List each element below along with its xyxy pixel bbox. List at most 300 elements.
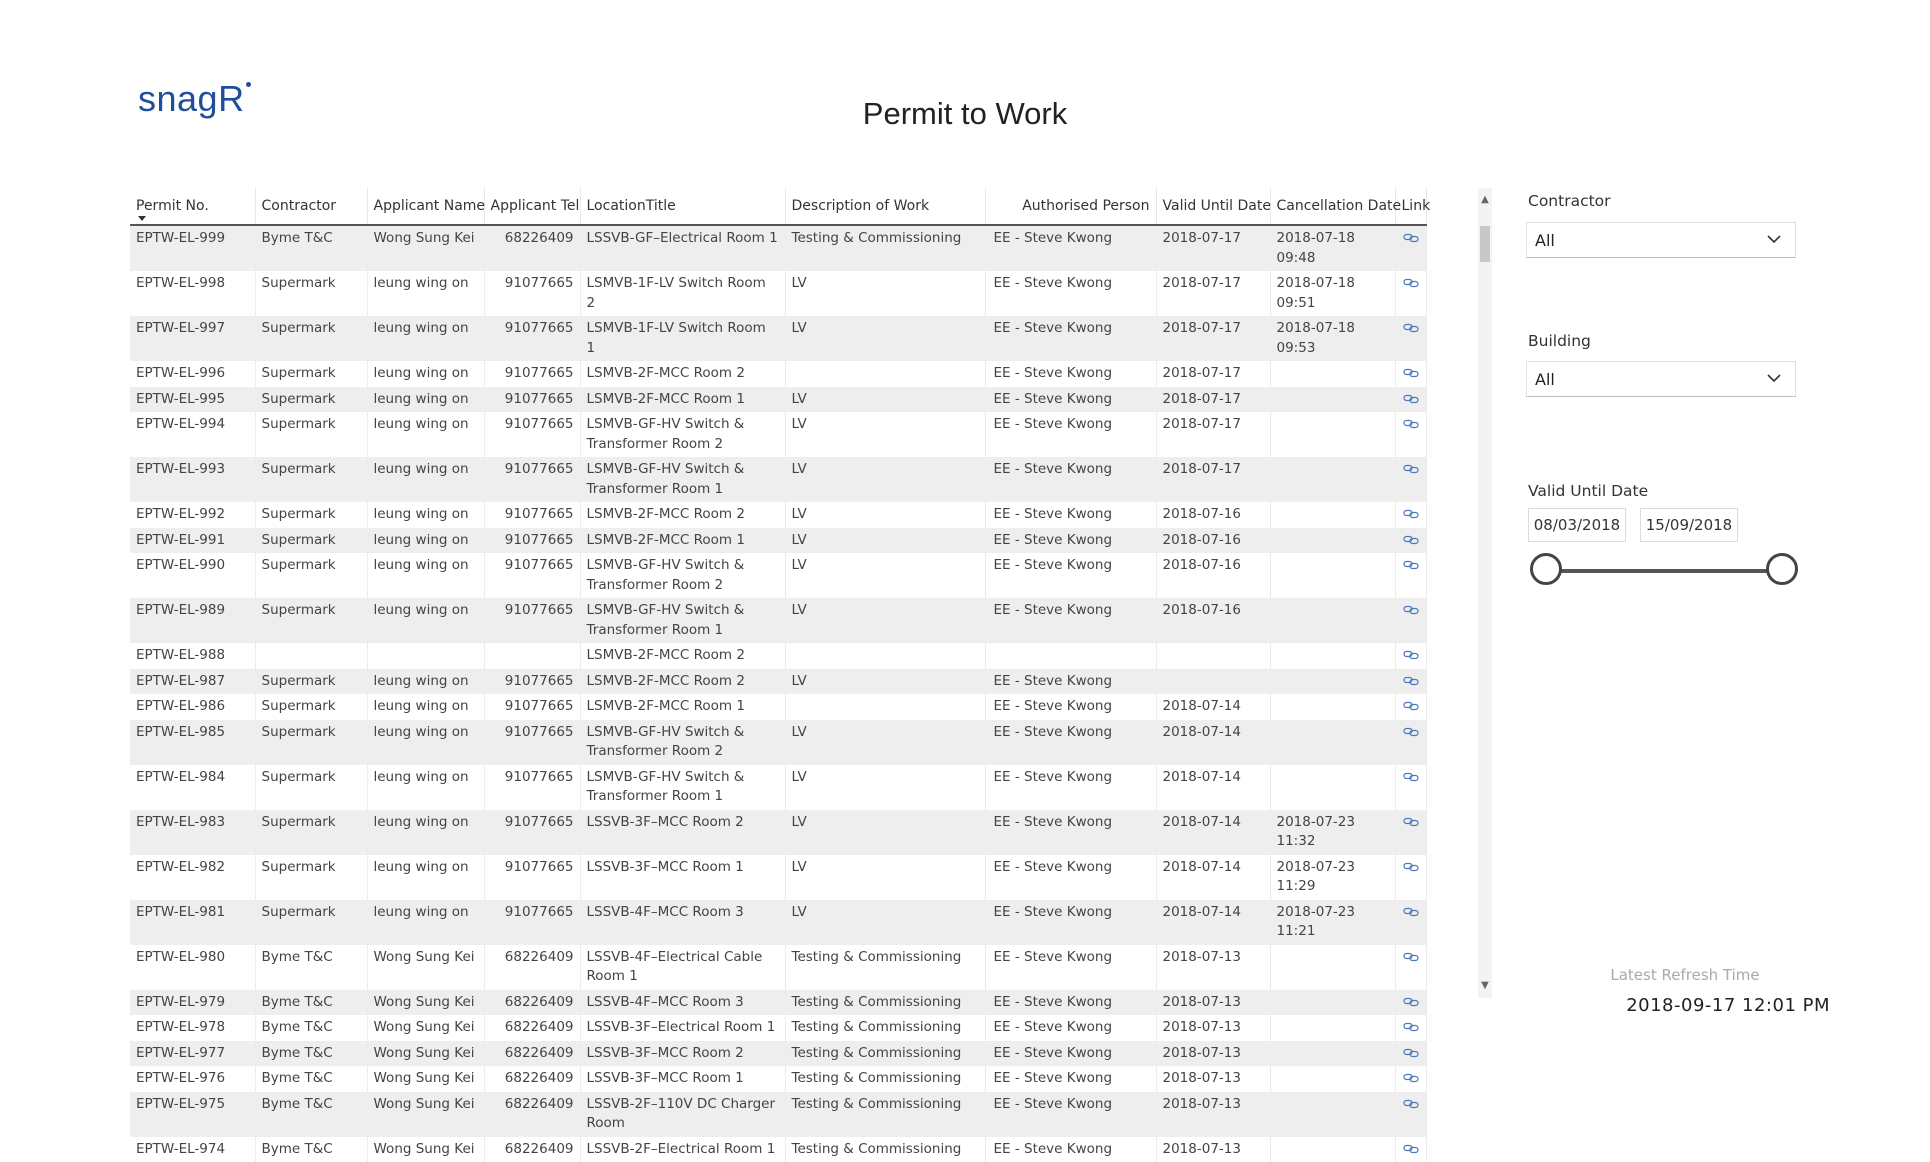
cell-valid-until: 2018-07-13 [1156, 945, 1270, 990]
cell-description: Testing & Commissioning [785, 1092, 985, 1137]
cell-applicant: Wong Sung Kei [367, 1041, 484, 1067]
logo-r: R [218, 78, 245, 119]
cell-contractor: Supermark [255, 361, 367, 387]
building-dropdown[interactable] [1526, 361, 1796, 397]
cell-location: LSMVB-1F-LV Switch Room 1 [580, 316, 785, 361]
cell-valid-until: 2018-07-13 [1156, 1092, 1270, 1137]
cell-cancellation [1270, 528, 1395, 554]
cell-cancellation [1270, 502, 1395, 528]
table-row[interactable] [130, 502, 1426, 528]
table-row[interactable] [130, 694, 1426, 720]
cell-permit: EPTW-EL-983 [130, 810, 255, 855]
chain-link-icon[interactable] [1403, 1048, 1419, 1058]
cell-permit: EPTW-EL-977 [130, 1041, 255, 1067]
chain-link-icon[interactable] [1403, 1144, 1419, 1154]
cell-description: LV [785, 855, 985, 900]
cell-cancellation: 2018-07-23 11:29 [1270, 855, 1395, 900]
cell-permit: EPTW-EL-999 [130, 225, 255, 271]
cell-applicant: leung wing on [367, 553, 484, 598]
cell-link[interactable] [1395, 225, 1426, 271]
contractor-dropdown[interactable] [1526, 222, 1796, 258]
cell-authorised: EE - Steve Kwong [985, 720, 1156, 765]
table-row[interactable] [130, 1066, 1426, 1092]
cell-valid-until: 2018-07-16 [1156, 502, 1270, 528]
cell-authorised: EE - Steve Kwong [985, 553, 1156, 598]
cell-permit: EPTW-EL-979 [130, 990, 255, 1016]
table-scrollbar[interactable] [1478, 188, 1492, 998]
chain-link-icon[interactable] [1403, 1073, 1419, 1083]
cell-permit: EPTW-EL-982 [130, 855, 255, 900]
table-row[interactable] [130, 855, 1426, 900]
cell-authorised [985, 643, 1156, 669]
cell-valid-until: 2018-07-13 [1156, 1041, 1270, 1067]
scroll-up-arrow-icon[interactable]: ▲ [1478, 192, 1492, 208]
cell-permit: EPTW-EL-984 [130, 765, 255, 810]
cell-cancellation [1270, 553, 1395, 598]
cell-valid-until: 2018-07-17 [1156, 387, 1270, 413]
table-row[interactable] [130, 457, 1426, 502]
cell-tel: 91077665 [484, 361, 580, 387]
column-header-contractor[interactable]: Contractor [255, 188, 367, 225]
cell-description: LV [785, 502, 985, 528]
cell-applicant: leung wing on [367, 412, 484, 457]
cell-cancellation [1270, 669, 1395, 695]
cell-cancellation [1270, 990, 1395, 1016]
table-row[interactable] [130, 225, 1426, 271]
cell-valid-until: 2018-07-17 [1156, 316, 1270, 361]
cell-authorised: EE - Steve Kwong [985, 1041, 1156, 1067]
cell-cancellation [1270, 1066, 1395, 1092]
cell-tel: 91077665 [484, 457, 580, 502]
chain-link-icon[interactable] [1403, 1099, 1419, 1109]
cell-contractor: Supermark [255, 694, 367, 720]
column-header-description-of-work[interactable]: Description of Work [785, 188, 985, 225]
cell-location: LSMVB-2F-MCC Room 2 [580, 643, 785, 669]
cell-link[interactable] [1395, 598, 1426, 643]
cell-permit: EPTW-EL-978 [130, 1015, 255, 1041]
cell-tel: 91077665 [484, 553, 580, 598]
cell-permit: EPTW-EL-976 [130, 1066, 255, 1092]
table-row[interactable] [130, 720, 1426, 765]
cell-authorised: EE - Steve Kwong [985, 457, 1156, 502]
cell-link[interactable] [1395, 945, 1426, 990]
column-header-cancellation-date[interactable]: Cancellation Date [1270, 188, 1395, 225]
table-row[interactable] [130, 945, 1426, 990]
cell-authorised: EE - Steve Kwong [985, 1015, 1156, 1041]
cell-applicant: Wong Sung Kei [367, 1015, 484, 1041]
cell-contractor: Supermark [255, 387, 367, 413]
cell-cancellation [1270, 1041, 1395, 1067]
cell-authorised: EE - Steve Kwong [985, 900, 1156, 945]
table-row[interactable] [130, 361, 1426, 387]
cell-location: LSSVB-3F–MCC Room 1 [580, 1066, 785, 1092]
cell-authorised: EE - Steve Kwong [985, 1137, 1156, 1162]
table-row[interactable] [130, 669, 1426, 695]
cell-location: LSSVB-4F–MCC Room 3 [580, 990, 785, 1016]
cell-tel: 91077665 [484, 598, 580, 643]
cell-authorised: EE - Steve Kwong [985, 361, 1156, 387]
cell-applicant: leung wing on [367, 765, 484, 810]
cell-valid-until: 2018-07-13 [1156, 990, 1270, 1016]
cell-tel [484, 643, 580, 669]
cell-location: LSMVB-2F-MCC Room 1 [580, 694, 785, 720]
cell-link[interactable] [1395, 1041, 1426, 1067]
cell-description: LV [785, 669, 985, 695]
cell-authorised: EE - Steve Kwong [985, 598, 1156, 643]
cell-link[interactable] [1395, 765, 1426, 810]
chain-link-icon[interactable] [1403, 727, 1419, 737]
cell-applicant: Wong Sung Kei [367, 945, 484, 990]
column-header-applicant-name[interactable]: Applicant Name [367, 188, 484, 225]
cell-valid-until: 2018-07-13 [1156, 1066, 1270, 1092]
cell-location: LSMVB-2F-MCC Room 2 [580, 502, 785, 528]
cell-description: LV [785, 720, 985, 765]
cell-valid-until: 2018-07-14 [1156, 810, 1270, 855]
table-row[interactable] [130, 271, 1426, 316]
cell-permit: EPTW-EL-990 [130, 553, 255, 598]
cell-link[interactable] [1395, 900, 1426, 945]
cell-authorised: EE - Steve Kwong [985, 1066, 1156, 1092]
cell-applicant: leung wing on [367, 720, 484, 765]
cell-location: LSMVB-GF-HV Switch & Transformer Room 1 [580, 457, 785, 502]
cell-cancellation [1270, 945, 1395, 990]
cell-tel: 91077665 [484, 810, 580, 855]
cell-contractor: Supermark [255, 457, 367, 502]
cell-location: LSSVB-3F–MCC Room 1 [580, 855, 785, 900]
cell-link[interactable] [1395, 720, 1426, 765]
cell-link[interactable] [1395, 1092, 1426, 1137]
cell-authorised: EE - Steve Kwong [985, 1092, 1156, 1137]
table-row[interactable] [130, 1041, 1426, 1067]
cell-authorised: EE - Steve Kwong [985, 387, 1156, 413]
cell-link[interactable] [1395, 387, 1426, 413]
cell-contractor: Supermark [255, 598, 367, 643]
date-range-end-handle[interactable] [1766, 553, 1798, 585]
cell-location: LSMVB-GF-HV Switch & Transformer Room 2 [580, 553, 785, 598]
cell-permit: EPTW-EL-994 [130, 412, 255, 457]
cell-link[interactable] [1395, 412, 1426, 457]
table-row[interactable] [130, 1092, 1426, 1137]
table-row[interactable] [130, 990, 1426, 1016]
date-range-start-handle[interactable] [1530, 553, 1562, 585]
cell-applicant: leung wing on [367, 528, 484, 554]
cell-contractor: Byme T&C [255, 990, 367, 1016]
cell-tel: 91077665 [484, 316, 580, 361]
cell-valid-until [1156, 643, 1270, 669]
cell-valid-until: 2018-07-16 [1156, 553, 1270, 598]
chain-link-icon[interactable] [1403, 394, 1419, 404]
cell-contractor: Supermark [255, 502, 367, 528]
cell-tel: 68226409 [484, 1015, 580, 1041]
cell-description: Testing & Commissioning [785, 1041, 985, 1067]
cell-tel: 91077665 [484, 528, 580, 554]
chain-link-icon[interactable] [1403, 368, 1419, 378]
cell-link[interactable] [1395, 316, 1426, 361]
cell-applicant: Wong Sung Kei [367, 1137, 484, 1162]
cell-applicant: leung wing on [367, 271, 484, 316]
cell-tel: 68226409 [484, 1137, 580, 1162]
cell-link[interactable] [1395, 1066, 1426, 1092]
cell-cancellation [1270, 1015, 1395, 1041]
cell-link[interactable] [1395, 643, 1426, 669]
cell-permit: EPTW-EL-992 [130, 502, 255, 528]
cell-tel: 91077665 [484, 271, 580, 316]
chain-link-icon[interactable] [1403, 419, 1419, 429]
cell-authorised: EE - Steve Kwong [985, 945, 1156, 990]
cell-link[interactable] [1395, 855, 1426, 900]
cell-cancellation [1270, 457, 1395, 502]
table-row[interactable] [130, 387, 1426, 413]
cell-valid-until: 2018-07-17 [1156, 271, 1270, 316]
chain-link-icon[interactable] [1403, 535, 1419, 545]
chain-link-icon[interactable] [1403, 817, 1419, 827]
cell-description [785, 643, 985, 669]
chain-link-icon[interactable] [1403, 676, 1419, 686]
cell-description: LV [785, 316, 985, 361]
table-row[interactable] [130, 1137, 1426, 1162]
cell-link[interactable] [1395, 1015, 1426, 1041]
cell-link[interactable] [1395, 361, 1426, 387]
table-row[interactable] [130, 528, 1426, 554]
scroll-down-arrow-icon[interactable]: ▼ [1478, 978, 1492, 994]
cell-location: LSMVB-GF-HV Switch & Transformer Room 2 [580, 412, 785, 457]
cell-permit: EPTW-EL-986 [130, 694, 255, 720]
cell-tel: 68226409 [484, 990, 580, 1016]
cell-description [785, 361, 985, 387]
cell-contractor: Supermark [255, 765, 367, 810]
cell-location: LSMVB-GF-HV Switch & Transformer Room 1 [580, 765, 785, 810]
cell-contractor: Supermark [255, 669, 367, 695]
cell-tel: 91077665 [484, 694, 580, 720]
cell-applicant: Wong Sung Kei [367, 1092, 484, 1137]
cell-applicant: leung wing on [367, 457, 484, 502]
cell-location: LSMVB-GF-HV Switch & Transformer Room 1 [580, 598, 785, 643]
column-header-locationtitle[interactable]: LocationTitle [580, 188, 785, 225]
cell-description: Testing & Commissioning [785, 990, 985, 1016]
cell-tel: 91077665 [484, 855, 580, 900]
chain-link-icon[interactable] [1403, 1022, 1419, 1032]
column-header-applicant-tel[interactable]: Applicant Tel [484, 188, 580, 225]
cell-valid-until: 2018-07-13 [1156, 1137, 1270, 1162]
cell-cancellation: 2018-07-23 11:32 [1270, 810, 1395, 855]
cell-applicant: leung wing on [367, 387, 484, 413]
cell-authorised: EE - Steve Kwong [985, 412, 1156, 457]
cell-location: LSSVB-2F–110V DC Charger Room [580, 1092, 785, 1137]
cell-tel: 91077665 [484, 387, 580, 413]
cell-valid-until: 2018-07-14 [1156, 855, 1270, 900]
cell-location: LSSVB-4F–Electrical Cable Room 1 [580, 945, 785, 990]
cell-applicant: leung wing on [367, 361, 484, 387]
cell-tel: 68226409 [484, 225, 580, 271]
chevron-down-icon [1767, 371, 1781, 385]
cell-permit: EPTW-EL-993 [130, 457, 255, 502]
chain-link-icon[interactable] [1403, 862, 1419, 872]
table-row[interactable] [130, 810, 1426, 855]
cell-link[interactable] [1395, 990, 1426, 1016]
cell-contractor: Supermark [255, 553, 367, 598]
cell-authorised: EE - Steve Kwong [985, 810, 1156, 855]
chain-link-icon[interactable] [1403, 323, 1419, 333]
cell-applicant: leung wing on [367, 810, 484, 855]
table-row[interactable] [130, 765, 1426, 810]
cell-authorised: EE - Steve Kwong [985, 316, 1156, 361]
cell-location: LSSVB-GF–Electrical Room 1 [580, 225, 785, 271]
chain-link-icon[interactable] [1403, 605, 1419, 615]
cell-permit: EPTW-EL-985 [130, 720, 255, 765]
building-dropdown-value: All [1535, 370, 1555, 389]
cell-location: LSSVB-3F–Electrical Room 1 [580, 1015, 785, 1041]
table-row[interactable] [130, 598, 1426, 643]
chain-link-icon[interactable] [1403, 464, 1419, 474]
cell-contractor: Byme T&C [255, 1015, 367, 1041]
cell-permit: EPTW-EL-997 [130, 316, 255, 361]
cell-contractor [255, 643, 367, 669]
chain-link-icon[interactable] [1403, 560, 1419, 570]
contractor-filter-label: Contractor [1528, 192, 1611, 210]
valid-until-date-filter-label: Valid Until Date [1528, 482, 1648, 500]
cell-link[interactable] [1395, 502, 1426, 528]
cell-contractor: Supermark [255, 720, 367, 765]
cell-contractor: Supermark [255, 412, 367, 457]
cell-authorised: EE - Steve Kwong [985, 271, 1156, 316]
cell-description: LV [785, 765, 985, 810]
chain-link-icon[interactable] [1403, 233, 1419, 243]
cell-valid-until: 2018-07-16 [1156, 598, 1270, 643]
cell-valid-until: 2018-07-16 [1156, 528, 1270, 554]
building-filter-label: Building [1528, 332, 1591, 350]
cell-cancellation: 2018-07-23 11:21 [1270, 900, 1395, 945]
cell-description: LV [785, 598, 985, 643]
column-header-authorised-person[interactable]: Authorised Person [985, 188, 1156, 225]
cell-location: LSMVB-2F-MCC Room 1 [580, 528, 785, 554]
cell-tel: 68226409 [484, 945, 580, 990]
cell-cancellation [1270, 387, 1395, 413]
cell-link[interactable] [1395, 694, 1426, 720]
cell-link[interactable] [1395, 1137, 1426, 1162]
chain-link-icon[interactable] [1403, 278, 1419, 288]
latest-refresh-value: 2018-09-17 12:01 PM [1600, 995, 1830, 1016]
cell-link[interactable] [1395, 528, 1426, 554]
table-row[interactable] [130, 553, 1426, 598]
cell-valid-until: 2018-07-14 [1156, 694, 1270, 720]
cell-tel: 91077665 [484, 669, 580, 695]
cell-description: LV [785, 387, 985, 413]
cell-applicant: Wong Sung Kei [367, 990, 484, 1016]
cell-description: LV [785, 810, 985, 855]
cell-permit: EPTW-EL-988 [130, 643, 255, 669]
cell-tel: 68226409 [484, 1041, 580, 1067]
chain-link-icon[interactable] [1403, 650, 1419, 660]
cell-permit: EPTW-EL-991 [130, 528, 255, 554]
column-header-link[interactable]: Link [1395, 188, 1426, 225]
cell-permit: EPTW-EL-989 [130, 598, 255, 643]
cell-description: LV [785, 553, 985, 598]
date-range-slider-track[interactable] [1546, 569, 1782, 573]
table-row[interactable] [130, 316, 1426, 361]
date-range-end-input[interactable]: 15/09/2018 [1640, 508, 1738, 542]
cell-cancellation: 2018-07-18 09:53 [1270, 316, 1395, 361]
cell-contractor: Byme T&C [255, 1137, 367, 1162]
cell-link[interactable] [1395, 457, 1426, 502]
cell-authorised: EE - Steve Kwong [985, 765, 1156, 810]
contractor-dropdown-value: All [1535, 231, 1555, 250]
cell-description: LV [785, 457, 985, 502]
cell-cancellation [1270, 720, 1395, 765]
cell-valid-until: 2018-07-17 [1156, 457, 1270, 502]
cell-tel: 91077665 [484, 720, 580, 765]
chain-link-icon[interactable] [1403, 907, 1419, 917]
cell-permit: EPTW-EL-995 [130, 387, 255, 413]
cell-contractor: Byme T&C [255, 945, 367, 990]
cell-link[interactable] [1395, 810, 1426, 855]
chevron-down-icon [1767, 232, 1781, 246]
cell-permit: EPTW-EL-981 [130, 900, 255, 945]
cell-contractor: Supermark [255, 855, 367, 900]
cell-permit: EPTW-EL-980 [130, 945, 255, 990]
table-row[interactable] [130, 412, 1426, 457]
cell-description: LV [785, 900, 985, 945]
cell-valid-until: 2018-07-17 [1156, 412, 1270, 457]
chain-link-icon[interactable] [1403, 772, 1419, 782]
chain-link-icon[interactable] [1403, 997, 1419, 1007]
cell-authorised: EE - Steve Kwong [985, 855, 1156, 900]
cell-valid-until: 2018-07-17 [1156, 361, 1270, 387]
table-row[interactable] [130, 900, 1426, 945]
logo-text: snag [138, 78, 218, 119]
cell-description: Testing & Commissioning [785, 1137, 985, 1162]
cell-contractor: Supermark [255, 271, 367, 316]
cell-description: Testing & Commissioning [785, 1066, 985, 1092]
cell-applicant [367, 643, 484, 669]
cell-tel: 91077665 [484, 412, 580, 457]
column-header-permit-no[interactable]: Permit No. [130, 188, 255, 225]
cell-link[interactable] [1395, 553, 1426, 598]
table-row[interactable] [130, 1015, 1426, 1041]
chain-link-icon[interactable] [1403, 952, 1419, 962]
cell-description: LV [785, 271, 985, 316]
cell-applicant: Wong Sung Kei [367, 225, 484, 271]
cell-contractor: Supermark [255, 528, 367, 554]
cell-tel: 91077665 [484, 900, 580, 945]
cell-permit: EPTW-EL-996 [130, 361, 255, 387]
cell-location: LSMVB-2F-MCC Room 2 [580, 361, 785, 387]
cell-applicant: leung wing on [367, 694, 484, 720]
cell-authorised: EE - Steve Kwong [985, 694, 1156, 720]
cell-description: LV [785, 528, 985, 554]
cell-tel: 91077665 [484, 765, 580, 810]
cell-authorised: EE - Steve Kwong [985, 990, 1156, 1016]
scroll-thumb[interactable] [1480, 226, 1490, 262]
cell-tel: 68226409 [484, 1066, 580, 1092]
cell-applicant: leung wing on [367, 598, 484, 643]
cell-contractor: Byme T&C [255, 225, 367, 271]
cell-permit: EPTW-EL-974 [130, 1137, 255, 1162]
chain-link-icon[interactable] [1403, 509, 1419, 519]
cell-contractor: Supermark [255, 810, 367, 855]
date-range-start-input[interactable]: 08/03/2018 [1528, 508, 1626, 542]
permit-table [130, 188, 1426, 1007]
chain-link-icon[interactable] [1403, 701, 1419, 711]
cell-cancellation [1270, 412, 1395, 457]
cell-link[interactable] [1395, 271, 1426, 316]
page-title: Permit to Work [0, 96, 1930, 132]
cell-applicant: Wong Sung Kei [367, 1066, 484, 1092]
table-row[interactable] [130, 643, 1426, 669]
column-header-valid-until-date[interactable]: Valid Until Date [1156, 188, 1270, 225]
cell-authorised: EE - Steve Kwong [985, 225, 1156, 271]
cell-contractor: Byme T&C [255, 1041, 367, 1067]
cell-link[interactable] [1395, 669, 1426, 695]
